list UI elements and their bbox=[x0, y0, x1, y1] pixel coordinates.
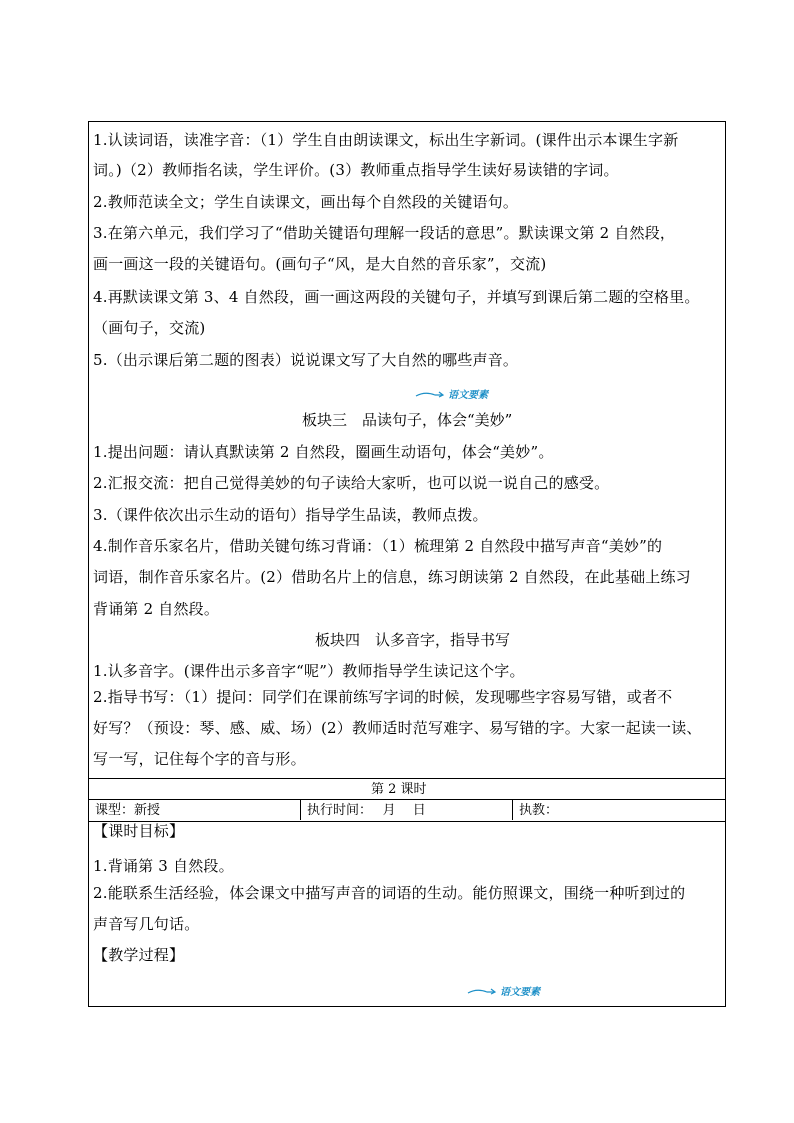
table-divider bbox=[89, 778, 725, 779]
text-line: 1.提出问题：请认真默读第 2 自然段，圈画生动语句，体会“美妙”。 bbox=[93, 443, 554, 461]
text-line: 词语，制作音乐家名片。(2）借助名片上的信息，练习朗读第 2 自然段，在此基础上练习 bbox=[93, 568, 691, 586]
arrow-icon bbox=[467, 986, 497, 996]
language-element-tag bbox=[467, 983, 540, 998]
table-divider bbox=[512, 799, 513, 820]
table-divider bbox=[300, 799, 301, 820]
text-line: 5.（出示课后第二题的图表）说说课文写了大自然的哪些声音。 bbox=[93, 351, 519, 369]
text-line: 词。)（2）教师指名读，学生评价。(3）教师重点指导学生读好易读错的字词。 bbox=[93, 161, 619, 179]
process-header: 【教学过程】 bbox=[93, 946, 185, 964]
execution-time: 执行时间： 月 日 bbox=[307, 803, 426, 818]
text-line: （画句子，交流) bbox=[93, 319, 206, 337]
goals-header: 【课时目标】 bbox=[93, 822, 185, 840]
text-line: 4.再默读课文第 3、4 自然段，画一画这两段的关键句子，并填写到课后第二题的空格里。 bbox=[93, 288, 700, 306]
teacher: 执教： bbox=[519, 803, 559, 818]
text-line: 2.汇报交流：把自己觉得美妙的句子读给大家听，也可以说一说自己的感受。 bbox=[93, 474, 610, 492]
block3-title: 板块三 品读句子，体会“美妙” bbox=[302, 411, 513, 429]
lesson-type: 课型：新授 bbox=[95, 803, 161, 818]
text-line: 2.指导书写：（1）提问：同学们在课前练写字词的时候，发现哪些字容易写错，或者不 bbox=[93, 688, 673, 706]
text-line: 好写？（预设：琴、感、威、场）(2）教师适时范写难字、易写错的字。大家一起读一读、 bbox=[93, 719, 702, 737]
text-line: 背诵第 2 自然段。 bbox=[93, 600, 220, 618]
text-line: 画一画这一段的关键语句。(画句子“风，是大自然的音乐家”，交流) bbox=[93, 255, 547, 273]
text-line: 1.认读词语，读准字音：（1）学生自由朗读课文，标出生字新词。(课件出示本课生字新 bbox=[93, 131, 679, 149]
text-line: 3.在第六单元，我们学习了“借助关键语句理解一段话的意思”。默读课文第 2 自然段， bbox=[93, 224, 676, 242]
text-line: 3.（课件依次出示生动的语句）指导学生品读，教师点拨。 bbox=[93, 506, 488, 524]
goal-line: 2.能联系生活经验，体会课文中描写声音的词语的生动。能仿照课文，围绕一种听到过的 bbox=[93, 884, 686, 902]
goal-line: 1.背诵第 3 自然段。 bbox=[93, 857, 234, 875]
language-element-tag bbox=[415, 386, 488, 401]
text-line: 4.制作音乐家名片，借助关键句练习背诵：（1）梳理第 2 自然段中描写声音“美妙”的 bbox=[93, 537, 663, 555]
text-line: 写一写，记住每个字的音与形。 bbox=[93, 750, 306, 768]
table-divider bbox=[89, 799, 725, 800]
tag-label: 语文要素 bbox=[500, 987, 540, 998]
lesson-plan-table bbox=[88, 121, 726, 1007]
tag-label: 语文要素 bbox=[448, 390, 488, 401]
goal-line: 声音写几句话。 bbox=[93, 915, 200, 933]
arrow-icon bbox=[415, 389, 445, 399]
table-divider bbox=[89, 821, 725, 822]
text-line: 1.认多音字。(课件出示多音字“呢”）教师指导学生读记这个字。 bbox=[93, 662, 525, 680]
lesson2-title: 第 2 课时 bbox=[371, 782, 427, 797]
block4-title: 板块四 认多音字，指导书写 bbox=[315, 631, 511, 649]
text-line: 2.教师范读全文；学生自读课文，画出每个自然段的关键语句。 bbox=[93, 193, 519, 211]
